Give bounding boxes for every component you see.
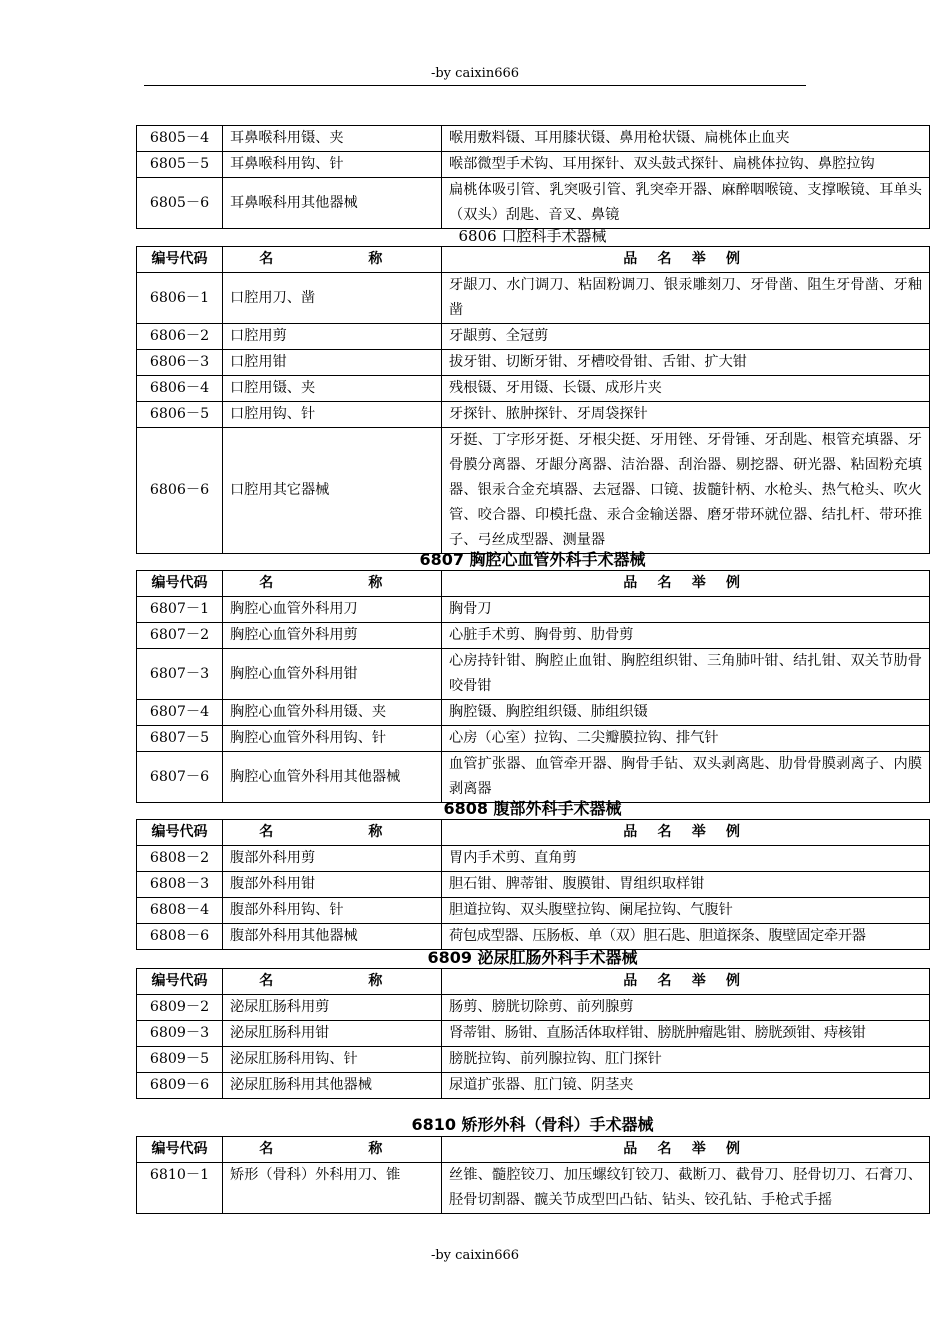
examples-cell: 心房持针钳、胸腔止血钳、胸腔组织钳、三角肺叶钳、结扎钳、双关节肋骨咬骨钳 — [442, 649, 930, 700]
table-header-row — [137, 969, 930, 995]
name-cell: 口腔用钩、针 — [223, 402, 442, 428]
header-name: 名 称 — [223, 571, 442, 597]
table-row — [137, 428, 930, 554]
examples-cell: 牙挺、丁字形牙挺、牙根尖挺、牙用锉、牙骨锤、牙刮匙、根管充填器、牙骨膜分离器、牙龈分离器、洁治器、刮治器、剔挖器、研光器、粘固粉充填器、银汞合金充填器、去冠器、口镜、拔髓针柄、水枪头、热气枪头、吹火管、咬合器、印模托盘、汞合金输送器、磨牙带环就位器、结扎杆、带环推子、弓丝成型器、测量器 — [442, 428, 930, 554]
name-cell: 腹部外科用钳 — [223, 872, 442, 898]
table-header-row — [137, 820, 930, 846]
table-header-row — [137, 571, 930, 597]
header-code: 编号代码 — [137, 969, 223, 995]
section-title-6807: 6807 胸腔心血管外科手术器械 — [419, 550, 646, 569]
table-header-row — [137, 247, 930, 273]
table-6809 — [136, 968, 930, 1099]
name-cell: 泌尿肛肠科用其他器械 — [223, 1073, 442, 1099]
code-cell: 6807－2 — [137, 623, 223, 649]
name-cell: 胸腔心血管外科用钩、针 — [223, 726, 442, 752]
examples-cell: 荷包成型器、压肠板、单（双）胆石匙、胆道探条、腹壁固定牵开器 — [442, 924, 930, 950]
code-cell: 6806－2 — [137, 324, 223, 350]
table-6805 — [136, 125, 930, 229]
examples-cell: 心脏手术剪、胸骨剪、肋骨剪 — [442, 623, 930, 649]
name-cell: 口腔用刀、凿 — [223, 273, 442, 324]
header-rule — [144, 85, 806, 86]
table-row — [137, 273, 930, 324]
table-row — [137, 376, 930, 402]
code-cell: 6806－1 — [137, 273, 223, 324]
page-footer: -by caixin666 — [430, 1248, 520, 1263]
code-cell: 6806－4 — [137, 376, 223, 402]
name-cell: 泌尿肛肠科用钳 — [223, 1021, 442, 1047]
examples-cell: 胸骨刀 — [442, 597, 930, 623]
code-cell: 6807－5 — [137, 726, 223, 752]
name-cell: 耳鼻喉科用镊、夹 — [223, 126, 442, 152]
examples-cell: 丝锥、髓腔铰刀、加压螺纹钉铰刀、截断刀、截骨刀、胫骨切刀、石膏刀、胫骨切割器、髋关节成型凹凸钻、钻头、铰孔钻、手枪式手摇 — [442, 1163, 930, 1214]
table-row — [137, 649, 930, 700]
name-cell: 胸腔心血管外科用钳 — [223, 649, 442, 700]
table-row — [137, 1163, 930, 1214]
name-cell: 腹部外科用剪 — [223, 846, 442, 872]
table-6807 — [136, 570, 930, 803]
table-6808 — [136, 819, 930, 950]
code-cell: 6807－1 — [137, 597, 223, 623]
examples-cell: 牙龈刀、水门调刀、粘固粉调刀、银汞雕刻刀、牙骨凿、阻生牙骨凿、牙釉凿 — [442, 273, 930, 324]
name-cell: 口腔用钳 — [223, 350, 442, 376]
examples-cell: 尿道扩张器、肛门镜、阴茎夹 — [442, 1073, 930, 1099]
code-cell: 6809－3 — [137, 1021, 223, 1047]
examples-cell: 肠剪、膀胱切除剪、前列腺剪 — [442, 995, 930, 1021]
table-row — [137, 1073, 930, 1099]
header-name: 名 称 — [223, 247, 442, 273]
code-cell: 6805－5 — [137, 152, 223, 178]
code-cell: 6806－3 — [137, 350, 223, 376]
table-row — [137, 752, 930, 803]
header-name: 名 称 — [223, 820, 442, 846]
header-name: 名 称 — [223, 1137, 442, 1163]
header-code: 编号代码 — [137, 820, 223, 846]
section-title-6808: 6808 腹部外科手术器械 — [443, 799, 622, 818]
code-cell: 6808－4 — [137, 898, 223, 924]
examples-cell: 残根镊、牙用镊、长镊、成形片夹 — [442, 376, 930, 402]
code-cell: 6808－2 — [137, 846, 223, 872]
code-cell: 6809－6 — [137, 1073, 223, 1099]
table-row — [137, 178, 930, 229]
name-cell: 口腔用镊、夹 — [223, 376, 442, 402]
name-cell: 腹部外科用钩、针 — [223, 898, 442, 924]
table-row — [137, 152, 930, 178]
code-cell: 6807－4 — [137, 700, 223, 726]
table-row — [137, 126, 930, 152]
name-cell: 口腔用其它器械 — [223, 428, 442, 554]
table-row — [137, 324, 930, 350]
code-cell: 6805－4 — [137, 126, 223, 152]
code-cell: 6810－1 — [137, 1163, 223, 1214]
table-6810 — [136, 1136, 930, 1214]
name-cell: 口腔用剪 — [223, 324, 442, 350]
code-cell: 6808－3 — [137, 872, 223, 898]
header-examples: 品 名 举 例 — [442, 1137, 930, 1163]
table-row — [137, 726, 930, 752]
name-cell: 胸腔心血管外科用镊、夹 — [223, 700, 442, 726]
code-cell: 6808－6 — [137, 924, 223, 950]
name-cell: 腹部外科用其他器械 — [223, 924, 442, 950]
code-cell: 6807－6 — [137, 752, 223, 803]
table-row — [137, 623, 930, 649]
examples-cell: 膀胱拉钩、前列腺拉钩、肛门探针 — [442, 1047, 930, 1073]
code-cell: 6809－5 — [137, 1047, 223, 1073]
header-code: 编号代码 — [137, 247, 223, 273]
examples-cell: 拔牙钳、切断牙钳、牙槽咬骨钳、舌钳、扩大钳 — [442, 350, 930, 376]
name-cell: 胸腔心血管外科用其他器械 — [223, 752, 442, 803]
name-cell: 胸腔心血管外科用刀 — [223, 597, 442, 623]
header-examples: 品 名 举 例 — [442, 969, 930, 995]
section-title-6809: 6809 泌尿肛肠外科手术器械 — [427, 948, 638, 967]
examples-cell: 牙龈剪、全冠剪 — [442, 324, 930, 350]
table-row — [137, 872, 930, 898]
table-row — [137, 350, 930, 376]
examples-cell: 血管扩张器、血管牵开器、胸骨手钻、双头剥离匙、肋骨骨膜剥离子、内膜剥离器 — [442, 752, 930, 803]
table-row — [137, 924, 930, 950]
code-cell: 6806－5 — [137, 402, 223, 428]
table-6806 — [136, 246, 930, 554]
page-header: -by caixin666 — [430, 66, 520, 81]
name-cell: 胸腔心血管外科用剪 — [223, 623, 442, 649]
table-row — [137, 700, 930, 726]
header-examples: 品 名 举 例 — [442, 571, 930, 597]
examples-cell: 喉部微型手术钩、耳用探针、双头鼓式探针、扁桃体拉钩、鼻腔拉钩 — [442, 152, 930, 178]
header-examples: 品 名 举 例 — [442, 247, 930, 273]
code-cell: 6809－2 — [137, 995, 223, 1021]
table-row — [137, 995, 930, 1021]
table-row — [137, 846, 930, 872]
section-title-6806: 6806 口腔科手术器械 — [458, 227, 607, 245]
name-cell: 泌尿肛肠科用钩、针 — [223, 1047, 442, 1073]
examples-cell: 胆道拉钩、双头腹壁拉钩、阑尾拉钩、气腹针 — [442, 898, 930, 924]
table-row — [137, 1047, 930, 1073]
examples-cell: 扁桃体吸引管、乳突吸引管、乳突牵开器、麻醉咽喉镜、支撑喉镜、耳单头（双头）刮匙、音叉、鼻镜 — [442, 178, 930, 229]
examples-cell: 胸腔镊、胸腔组织镊、肺组织镊 — [442, 700, 930, 726]
header-code: 编号代码 — [137, 1137, 223, 1163]
code-cell: 6806－6 — [137, 428, 223, 554]
table-row — [137, 402, 930, 428]
section-title-6810: 6810 矫形外科（骨科）手术器械 — [411, 1115, 654, 1134]
examples-cell: 肾蒂钳、肠钳、直肠活体取样钳、膀胱肿瘤匙钳、膀胱颈钳、痔核钳 — [442, 1021, 930, 1047]
examples-cell: 心房（心室）拉钩、二尖瓣膜拉钩、排气针 — [442, 726, 930, 752]
name-cell: 耳鼻喉科用其他器械 — [223, 178, 442, 229]
table-row — [137, 597, 930, 623]
name-cell: 矫形（骨科）外科用刀、锥 — [223, 1163, 442, 1214]
code-cell: 6807－3 — [137, 649, 223, 700]
examples-cell: 胆石钳、脾蒂钳、腹膜钳、胃组织取样钳 — [442, 872, 930, 898]
name-cell: 泌尿肛肠科用剪 — [223, 995, 442, 1021]
name-cell: 耳鼻喉科用钩、针 — [223, 152, 442, 178]
examples-cell: 喉用敷料镊、耳用膝状镊、鼻用枪状镊、扁桃体止血夹 — [442, 126, 930, 152]
header-code: 编号代码 — [137, 571, 223, 597]
examples-cell: 牙探针、脓肿探针、牙周袋探针 — [442, 402, 930, 428]
code-cell: 6805－6 — [137, 178, 223, 229]
examples-cell: 胃内手术剪、直角剪 — [442, 846, 930, 872]
table-header-row — [137, 1137, 930, 1163]
table-row — [137, 1021, 930, 1047]
header-name: 名 称 — [223, 969, 442, 995]
header-examples: 品 名 举 例 — [442, 820, 930, 846]
table-row — [137, 898, 930, 924]
